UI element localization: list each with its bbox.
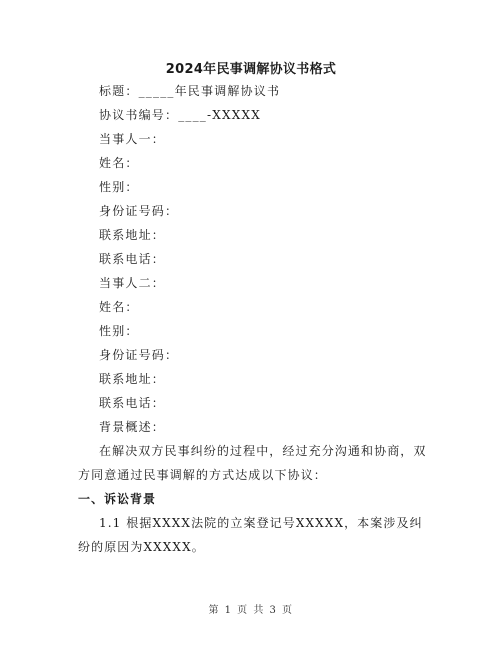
party-one-gender: 性别：: [99, 180, 139, 194]
page-number-footer: 第 1 页 共 3 页: [208, 605, 294, 616]
party-two-address: 联系地址：: [99, 372, 166, 386]
field-agreement-number: 协议书编号：____-XXXXX: [99, 108, 261, 122]
party-two-phone: 联系电话：: [99, 396, 166, 410]
party-two-id-number: 身份证号码：: [99, 348, 179, 362]
section-heading: 一、诉讼背景: [78, 492, 157, 506]
document-title: 2024年民事调解协议书格式: [165, 62, 337, 77]
party-two-gender: 性别：: [99, 324, 139, 338]
party-one-id-number: 身份证号码：: [99, 204, 179, 218]
party-one-label: 当事人一：: [99, 132, 166, 146]
party-two-label: 当事人二：: [99, 276, 166, 290]
background-label: 背景概述：: [99, 420, 166, 434]
party-one-phone: 联系电话：: [99, 252, 166, 266]
field-title-line: 标题：_____年民事调解协议书: [99, 84, 281, 98]
party-two-name: 姓名：: [99, 300, 139, 314]
party-one-address: 联系地址：: [99, 228, 166, 242]
party-one-name: 姓名：: [99, 156, 139, 170]
intro-paragraph: 在解决双方民事纠纷的过程中，经过充分沟通和协商，双方同意通过民事调解的方式达成以下协议：: [78, 444, 427, 482]
clause-1-1: 1.1 根据XXXX法院的立案登记号XXXXX，本案涉及纠纷的原因为XXXXX。: [78, 516, 423, 554]
